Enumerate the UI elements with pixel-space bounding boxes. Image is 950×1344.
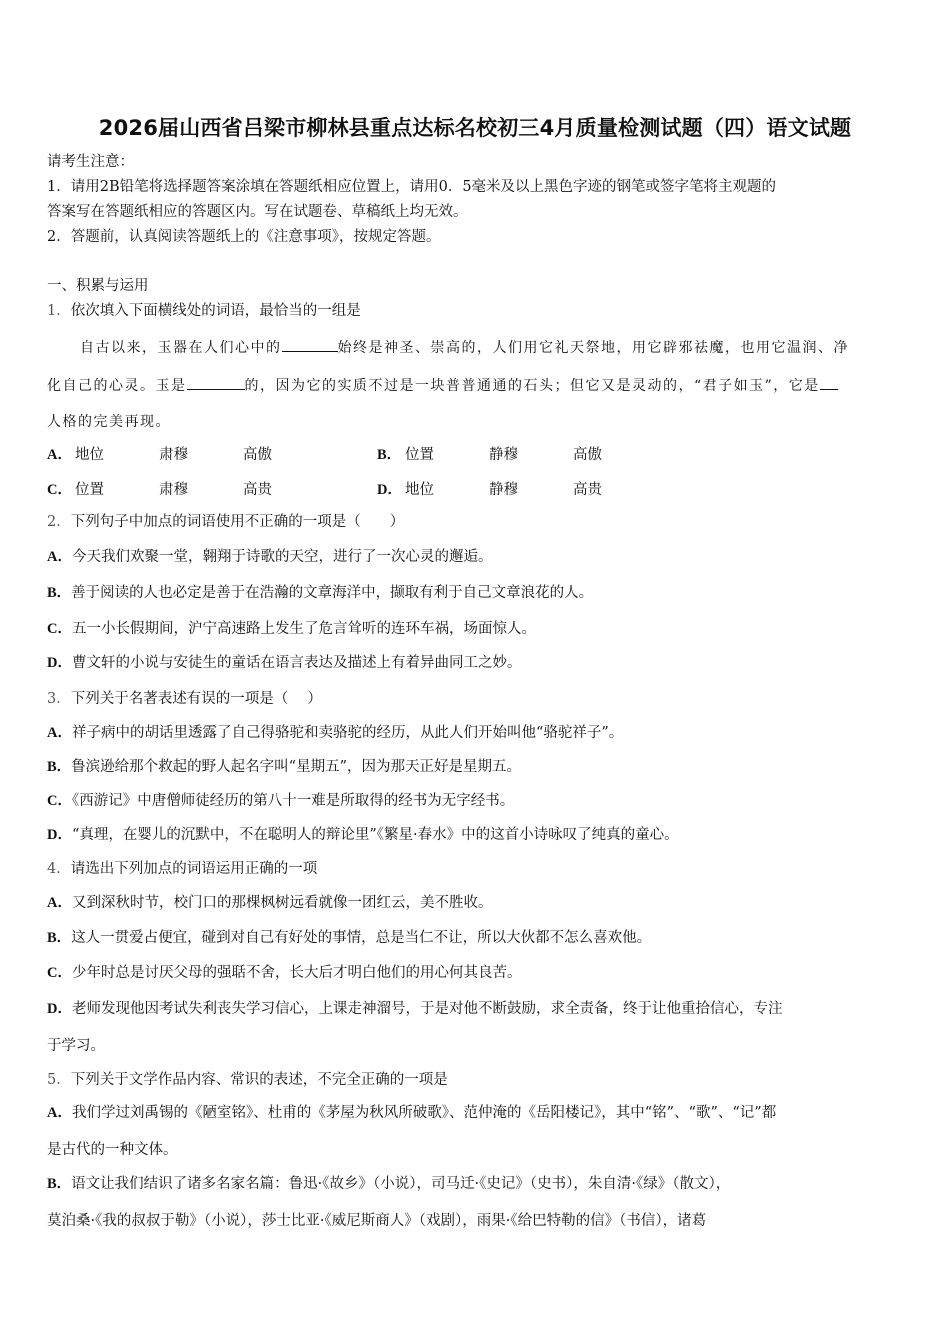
option-text: 老师发现他因考试失利丧失学习信心，上课走神溜号，于是对他不断鼓励，求全责备，终于让他重拾信心，专注 — [71, 1001, 783, 1017]
option-text: “真理，在婴儿的沉默中，不在聪明人的辩论里”《繁星·春水》中的这首小诗咏叹了纯真的童心。 — [71, 827, 679, 843]
option-letter: C． — [47, 793, 72, 809]
option-text: 少年时总是讨厌父母的强聒不舍，长大后才明白他们的用心何其良苦。 — [71, 965, 522, 981]
option-word: 静穆 — [489, 447, 518, 463]
question-3-option-b[interactable] — [47, 757, 521, 777]
option-text: 祥子病中的胡话里透露了自己得骆驼和卖骆驼的经历，从此人们开始叫他“骆驼祥子”。 — [71, 725, 624, 741]
option-letter: C． — [47, 621, 72, 637]
question-number: 1． — [47, 303, 71, 319]
option-letter: D． — [47, 827, 72, 843]
question-text: 下列句子中加点的词语使用不正确的一项是（ ） — [70, 514, 405, 530]
passage-text: 化自己的心灵。玉是 — [47, 378, 187, 394]
question-1-stem — [47, 301, 361, 321]
option-word: 位置 — [75, 482, 104, 498]
question-text: 依次填入下面横线处的词语，最恰当的一组是 — [70, 303, 361, 319]
option-word: 高傲 — [243, 447, 272, 463]
question-1-passage-line-1 — [80, 337, 849, 358]
option-text: 曹文轩的小说与安徒生的童话在语言表达及描述上有着异曲同工之妙。 — [71, 655, 522, 671]
option-text: 这人一贯爱占便宜，碰到对自己有好处的事情，总是当仁不让，所以大伙都不怎么喜欢他。 — [71, 930, 652, 946]
option-letter: A． — [47, 549, 72, 565]
question-1-option-d[interactable] — [377, 480, 677, 500]
question-2-option-a[interactable] — [47, 547, 492, 567]
question-5-option-b-cont: 莫泊桑·《我的叔叔于勒》（小说），莎士比亚·《威尼斯商人》（戏剧），雨果·《给巴特勒的信》（书信），诸葛 — [47, 1213, 707, 1229]
question-5-stem — [47, 1070, 448, 1090]
option-letter: C． — [47, 965, 72, 981]
question-text: 请选出下列加点的词语运用正确的一项 — [70, 861, 318, 877]
option-word: 高傲 — [573, 447, 602, 463]
option-letter: C． — [47, 482, 72, 498]
option-text: 鲁滨逊给那个救起的野人起名字叫“星期五”，因为那天正好是星期五。 — [71, 759, 521, 775]
option-word: 静穆 — [489, 482, 518, 498]
option-letter: D． — [47, 1001, 72, 1017]
question-1-option-b[interactable] — [377, 445, 677, 465]
question-2-stem — [47, 512, 404, 532]
question-3-option-c[interactable] — [47, 791, 514, 811]
question-5-option-a[interactable] — [47, 1103, 776, 1123]
option-letter: A． — [47, 725, 72, 741]
question-2-option-d[interactable] — [47, 653, 521, 673]
question-text: 下列关于名著表述有误的一项是（ ） — [70, 691, 322, 707]
question-4-option-b[interactable] — [47, 928, 651, 948]
passage-text: 的，因为它的实质不过是一块普普通通的石头；但它又是灵动的，“君子如玉”，它是 — [244, 378, 820, 394]
option-letter: B． — [47, 759, 72, 775]
question-4-option-d[interactable] — [47, 999, 782, 1019]
option-letter: D． — [47, 655, 72, 671]
option-text: 我们学过刘禹锡的《陋室铭》、杜甫的《茅屋为秋风所破歌》、范仲淹的《岳阳楼记》，其中“铭”、“歌”、“记”都 — [71, 1105, 777, 1121]
notice-item-1: 1．请用2B铅笔将选择题答案涂填在答题纸相应位置上，请用0．5毫米及以上黑色字迹的钢笔或签字笔将主观题的 — [47, 179, 777, 195]
option-text: 语文让我们结识了诸多名家名篇：鲁迅·《故乡》（小说），司马迁·《史记》（史书），朱自清·《绿》（散文）， — [71, 1176, 731, 1192]
option-word: 肃穆 — [159, 482, 188, 498]
question-number: 2． — [47, 514, 71, 530]
question-2-option-c[interactable] — [47, 619, 536, 639]
question-4-option-c[interactable] — [47, 963, 521, 983]
question-number: 5． — [47, 1072, 71, 1088]
question-number: 3． — [47, 691, 71, 707]
question-1-passage-line-2 — [47, 375, 838, 396]
passage-text: 始终是神圣、崇高的，人们用它礼天祭地，用它辟邪祛魔，也用它温润、净 — [337, 340, 849, 356]
question-1-option-c[interactable] — [47, 480, 347, 500]
question-5-option-a-cont: 是古代的一种文体。 — [47, 1142, 178, 1158]
option-word: 位置 — [405, 447, 434, 463]
option-letter: B． — [47, 1176, 72, 1192]
question-5-option-b[interactable] — [47, 1174, 730, 1194]
option-word: 高贵 — [243, 482, 272, 498]
notice-item-2: 2．答题前，认真阅读答题纸上的《注意事项》，按规定答题。 — [47, 229, 441, 245]
fill-blank-1[interactable] — [282, 337, 338, 352]
option-letter: B． — [47, 930, 72, 946]
option-letter: A． — [47, 895, 72, 911]
option-text: 《西游记》中唐僧师徒经历的第八十一难是所取得的经书为无字经书。 — [71, 793, 515, 809]
option-text: 今天我们欢聚一堂，翱翔于诗歌的天空，进行了一次心灵的邂逅。 — [71, 549, 493, 565]
option-text: 五一小长假期间，沪宁高速路上发生了危言耸听的连环车祸，场面惊人。 — [71, 621, 536, 637]
question-3-stem — [47, 689, 322, 709]
option-letter: D． — [377, 482, 402, 498]
passage-text: 自古以来，玉器在人们心中的 — [80, 340, 282, 356]
option-word: 高贵 — [573, 482, 602, 498]
fill-blank-2[interactable] — [187, 375, 245, 390]
question-4-option-d-cont: 于学习。 — [47, 1038, 105, 1054]
question-3-option-a[interactable] — [47, 723, 623, 743]
option-letter: A． — [47, 1105, 72, 1121]
section-heading: 一、积累与运用 — [47, 278, 149, 294]
fill-blank-3[interactable] — [820, 375, 838, 390]
question-number: 4． — [47, 861, 71, 877]
notice-heading: 请考生注意： — [47, 154, 134, 170]
notice-item-1-cont: 答案写在答题纸相应的答题区内。写在试题卷、草稿纸上均无效。 — [47, 204, 468, 220]
option-letter: B． — [377, 447, 402, 463]
option-letter: A． — [47, 447, 72, 463]
question-3-option-d[interactable] — [47, 825, 679, 845]
question-4-option-a[interactable] — [47, 893, 492, 913]
option-word: 地位 — [405, 482, 434, 498]
option-word: 肃穆 — [159, 447, 188, 463]
option-text: 又到深秋时节，校门口的那棵枫树远看就像一团红云，美不胜收。 — [71, 895, 493, 911]
question-4-stem — [47, 859, 317, 879]
question-text: 下列关于文学作品内容、常识的表述，不完全正确的一项是 — [70, 1072, 448, 1088]
option-word: 地位 — [75, 447, 104, 463]
option-text: 善于阅读的人也必定是善于在浩瀚的文章海洋中，撷取有利于自己文章浪花的人。 — [71, 585, 594, 601]
exam-title: 2026届山西省吕梁市柳林县重点达标名校初三4月质量检测试题（四）语文试题 — [98, 116, 852, 140]
option-letter: B． — [47, 585, 72, 601]
question-1-passage-line-3: 人格的完美再现。 — [47, 414, 171, 430]
question-2-option-b[interactable] — [47, 583, 593, 603]
